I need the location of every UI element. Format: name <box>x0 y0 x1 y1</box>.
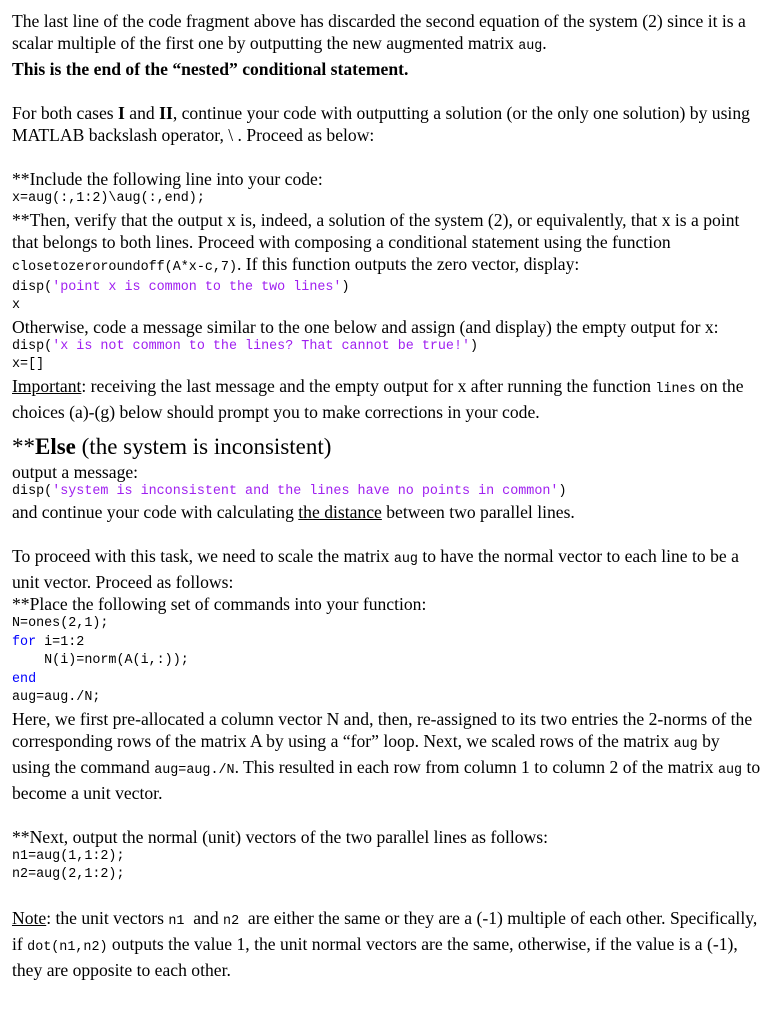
code-x-output: x <box>12 298 21 313</box>
code-for: for i=1:2 <box>12 634 85 650</box>
continue-distance-paragraph: and continue your code with calculating the distance between two parallel lines. <box>12 502 575 522</box>
otherwise-paragraph: Otherwise, code a message similar to the one below and assign (and display) the empty output for x: <box>12 316 719 337</box>
intro-paragraph: The last line of the code fragment above has discarded the second equation of the system (2) since it is a scalar multiple of the first one by outputting the new augmented matrix aug. This is the end of the “nested” conditional statement. <box>12 11 746 79</box>
include-label: **Include the following line into your code: <box>12 169 323 189</box>
important-paragraph: Important: receiving the last message and the empty output for x after running the function lines on the choices (a)-(g) below should prompt you to make corrections in your code. <box>12 375 744 422</box>
code-end: end <box>12 671 37 687</box>
inline-code-aug: aug <box>518 39 543 54</box>
inline-code-lines: lines <box>655 381 696 397</box>
both-cases-paragraph: For both cases I and II, continue your code with outputting a solution (or the only one solution) by using MATLAB backslash operator, \ . Proceed as below: <box>12 103 750 145</box>
verify-paragraph: **Then, verify that the output x is, indeed, a solution of the system (2), or equivalently, that x is a point that belongs to both lines. Proceed with composing a conditional statement using the function closetozeroroundoff(A*x-c,7). If this function outputs the zero vector, display: <box>12 209 740 275</box>
else-heading: **Else (the system is inconsistent) <box>12 433 332 459</box>
inline-code-aug-2: aug <box>393 552 418 567</box>
output-message-label: output a message: <box>12 461 139 482</box>
scale-paragraph: To proceed with this task, we need to scale the matrix aug to have the normal vector to each line to be a unit vector. Proceed as follows: <box>12 546 739 592</box>
code-x-empty: x=[] <box>12 357 45 372</box>
note-paragraph: Note: the unit vectors n1 and n2 are either the same or they are a (-1) multiple of each other. Specifically, if dot(n1,n2) outputs the value 1, the unit normal vectors are the same, otherwise, if the value is a (-1), they are opposite to each other. <box>12 907 762 980</box>
code-n2: n2=aug(2,1:2); <box>12 867 125 882</box>
here-paragraph: Here, we first pre-allocated a column vector N and, then, re-assigned to its two entries the 2-norms of the corresponding rows of the matrix A by using a “for” loop. Next, we scaled rows of the matrix aug by using the command aug=aug./N. This resulted in each row from column 1 to column 2 of the matrix aug to become a unit vector. <box>12 708 761 803</box>
code-disp-common: disp('point x is common to the two lines') <box>12 279 350 295</box>
code-disp-inconsistent: disp('system is inconsistent and the lines have no points in common') <box>12 483 567 499</box>
inline-code-closetozero: closetozeroroundoff(A*x-c,7) <box>12 259 237 275</box>
code-aug-divide: aug=aug./N; <box>12 690 101 705</box>
place-commands-label: **Place the following set of commands into your function: <box>12 594 427 614</box>
code-disp-not-common: disp('x is not common to the lines? That cannot be true!') <box>12 338 479 354</box>
code-n1: n1=aug(1,1:2); <box>12 848 125 864</box>
code-norm: N(i)=norm(A(i,:)); <box>12 653 189 668</box>
next-paragraph: **Next, output the normal (unit) vectors of the two parallel lines as follows: <box>12 826 548 847</box>
code-ones: N=ones(2,1); <box>12 616 109 631</box>
code-backslash-solution: x=aug(:,1:2)\aug(:,end); <box>12 191 205 206</box>
end-of-nested-statement: This is the end of the “nested” conditional statement. <box>12 59 409 79</box>
